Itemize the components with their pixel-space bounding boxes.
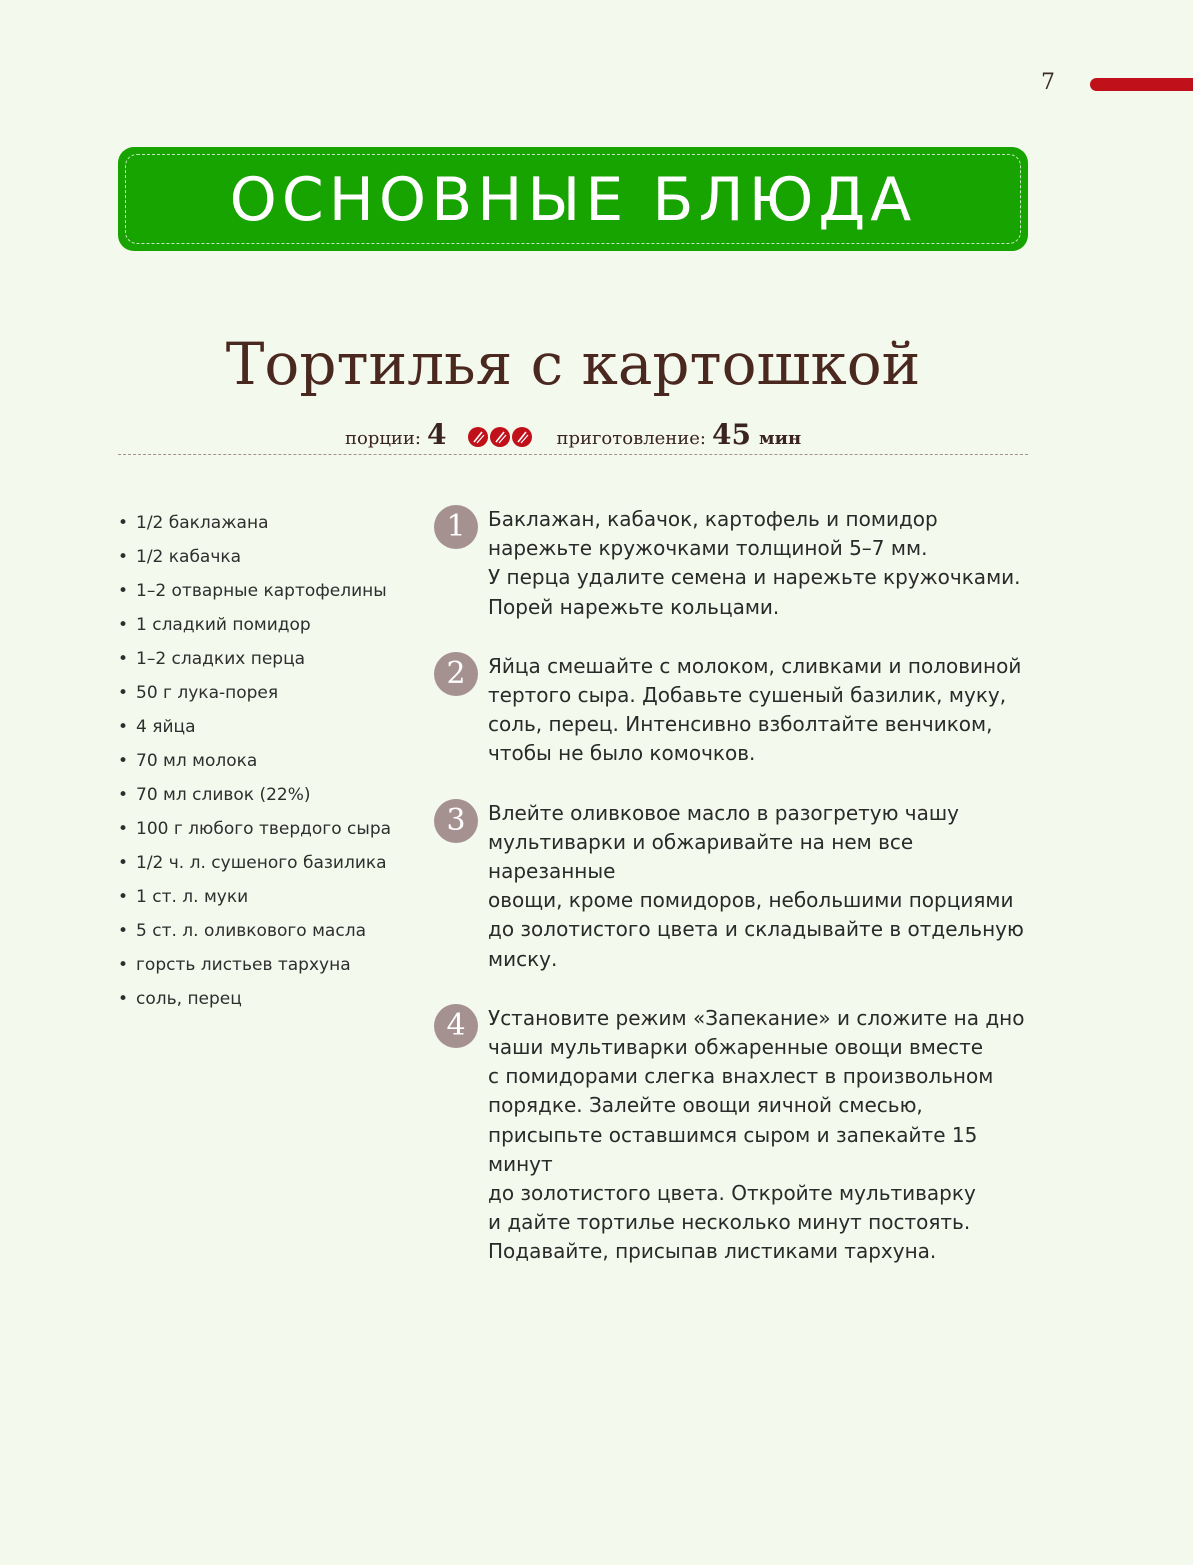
bullet-icon: • — [118, 785, 129, 805]
ingredient-item — [118, 542, 391, 576]
ingredient-text: 1–2 отварные картофелины — [136, 581, 387, 601]
ingredient-item — [118, 508, 391, 542]
bullet-icon: • — [118, 717, 129, 737]
ingredient-text: горсть листьев тархуна — [136, 955, 351, 975]
ingredient-item — [118, 576, 391, 610]
bullet-icon: • — [118, 581, 129, 601]
servings-icons — [468, 427, 534, 447]
bullet-icon: • — [118, 683, 129, 703]
recipe-step — [434, 652, 1034, 769]
ingredient-item — [118, 814, 391, 848]
plate-icon — [468, 427, 488, 447]
recipe-meta — [345, 418, 801, 454]
ingredient-item — [118, 746, 391, 780]
bullet-icon: • — [118, 921, 129, 941]
bullet-icon: • — [118, 615, 129, 635]
plate-icon — [490, 427, 510, 447]
ingredient-text: 1 сладкий помидор — [136, 615, 311, 635]
time-unit: мин — [758, 428, 802, 449]
ingredient-text: 4 яйца — [136, 717, 196, 737]
step-number-badge: 1 — [434, 505, 478, 549]
ingredient-item — [118, 848, 391, 882]
servings-value: 4 — [427, 418, 447, 451]
recipe-step — [434, 1004, 1034, 1267]
bullet-icon: • — [118, 819, 129, 839]
bullet-icon: • — [118, 989, 129, 1009]
step-text: Яйца смешайте с молоком, сливками и половиной тертого сыра. Добавьте сушеный базилик, муку, соль, перец. Интенсивно взболтайте венчиком, чтобы не было комочков. — [488, 653, 1022, 766]
step-number-badge: 4 — [434, 1004, 478, 1048]
ingredients-list — [118, 508, 391, 1018]
bullet-icon: • — [118, 751, 129, 771]
bullet-icon: • — [118, 955, 129, 975]
ingredient-item — [118, 984, 391, 1018]
recipe-step — [434, 505, 1034, 622]
header-divider — [118, 454, 1028, 455]
page-number: 7 — [1041, 70, 1055, 95]
ingredient-text: 5 ст. л. оливкового масла — [136, 921, 366, 941]
ingredient-text: 1–2 сладких перца — [136, 649, 306, 669]
servings-label: порции: — [345, 428, 421, 449]
ingredient-text: 1/2 баклажана — [136, 513, 269, 533]
ingredient-text: 1/2 ч. л. сушеного базилика — [136, 853, 387, 873]
step-number-badge: 2 — [434, 652, 478, 696]
ingredient-text: 50 г лука-порея — [136, 683, 279, 703]
bullet-icon: • — [118, 547, 129, 567]
ingredient-text: соль, перец — [136, 989, 242, 1009]
page-tab-marker — [1090, 78, 1193, 91]
section-title: ОСНОВНЫЕ БЛЮДА — [229, 165, 917, 235]
bullet-icon: • — [118, 649, 129, 669]
ingredient-item — [118, 916, 391, 950]
time-value: 45 — [712, 418, 751, 451]
ingredient-item — [118, 678, 391, 712]
time-label: приготовление: — [556, 428, 706, 449]
bullet-icon: • — [118, 853, 129, 873]
ingredient-item — [118, 882, 391, 916]
recipe-title: Тортилья с картошкой — [225, 330, 921, 398]
bullet-icon: • — [118, 513, 129, 533]
steps-list — [434, 505, 1034, 1297]
ingredient-item — [118, 610, 391, 644]
section-banner — [118, 147, 1028, 251]
ingredient-text: 100 г любого твердого сыра — [136, 819, 392, 839]
ingredient-item — [118, 780, 391, 814]
step-number-badge: 3 — [434, 799, 478, 843]
ingredient-item — [118, 644, 391, 678]
step-text: Установите режим «Запекание» и сложите на дно чаши мультиварки обжаренные овощи вместе с помидорами слегка внахлест в произвольном порядке. Залейте овощи яичной смесью, присыпьте оставшимся сыром и запекайте 15 минут до золотистого цвета. Откройте мультиварку и дайте тортилье несколько минут постоять. Подавайте, присыпав листиками тархуна. — [488, 1005, 1025, 1264]
ingredient-text: 70 мл сливок (22%) — [136, 785, 311, 805]
ingredient-item — [118, 950, 391, 984]
recipe-step — [434, 799, 1034, 974]
bullet-icon: • — [118, 887, 129, 907]
ingredient-text: 70 мл молока — [136, 751, 258, 771]
ingredient-text: 1 ст. л. муки — [136, 887, 249, 907]
ingredient-item — [118, 712, 391, 746]
step-text: Влейте оливковое масло в разогретую чашу мультиварки и обжаривайте на нем все нарезанные овощи, кроме помидоров, небольшими порциями до золотистого цвета и складывайте в отдельную миску. — [488, 800, 1024, 971]
plate-icon — [512, 427, 532, 447]
step-text: Баклажан, кабачок, картофель и помидор нарежьте кружочками толщиной 5–7 мм. У перца удалите семена и нарежьте кружочками. Порей нарежьте кольцами. — [488, 507, 1021, 619]
ingredient-text: 1/2 кабачка — [136, 547, 242, 567]
